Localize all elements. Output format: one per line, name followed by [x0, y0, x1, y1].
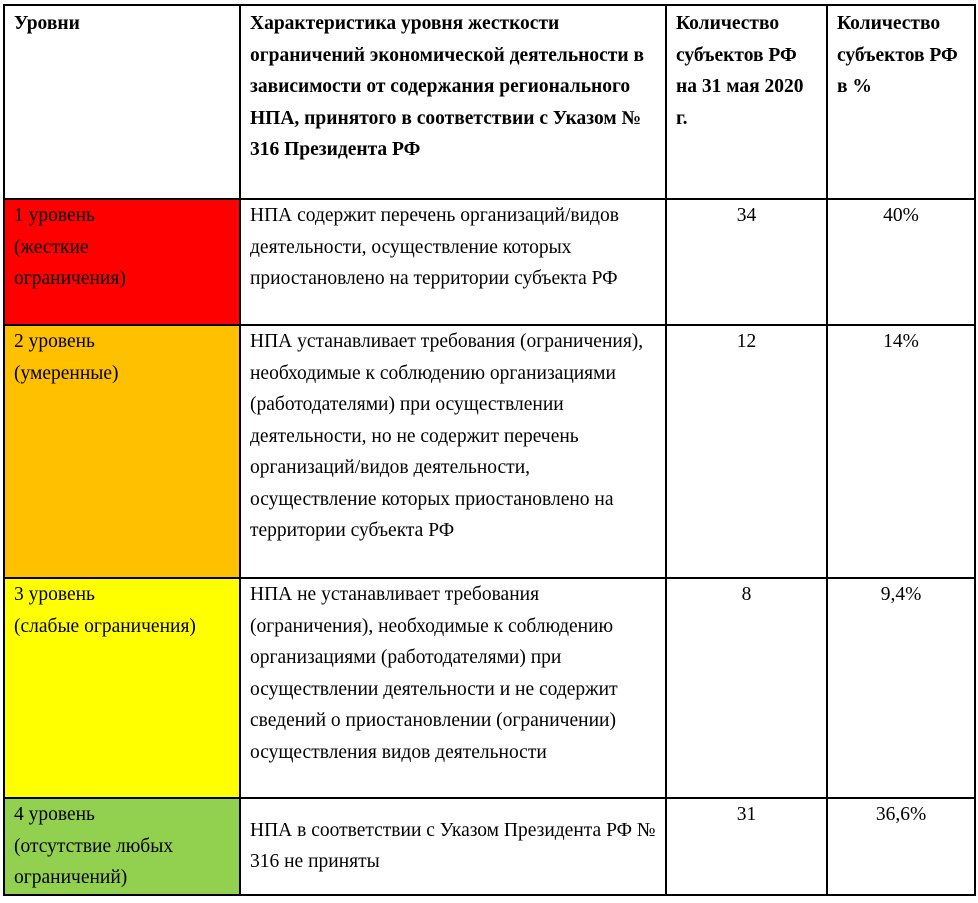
- description-cell: НПА содержит перечень организаций/видов деятельности, осуществление которых приостановлено на территории субъекта РФ: [240, 199, 666, 325]
- table-header-row: [4, 5, 975, 199]
- description-cell: НПА не устанавливает требования (ограничения), необходимые к соблюдению организациями (работодателями) при осуществлении деятельности и не содержит сведений о приостановлении (ограничении) осуществления видов деятельности: [240, 578, 666, 798]
- table-row: [4, 199, 975, 325]
- description-cell: НПА в соответствии с Указом Президента РФ № 316 не приняты: [240, 798, 666, 895]
- percent-cell: 36,6%: [827, 798, 975, 895]
- table-row: [4, 798, 975, 895]
- percent-cell: 9,4%: [827, 578, 975, 798]
- count-cell: 31: [666, 798, 827, 895]
- header-levels: Уровни: [4, 5, 240, 199]
- percent-cell: 40%: [827, 199, 975, 325]
- count-cell: 8: [666, 578, 827, 798]
- count-cell: 34: [666, 199, 827, 325]
- table-row: [4, 325, 975, 578]
- description-cell: НПА устанавливает требования (ограничения), необходимые к соблюдению организациями (работодателями) при осуществлении деятельности, но не содержит перечень организаций/видов деятельности, осуществление которых приостановлено на территории субъекта РФ: [240, 325, 666, 578]
- table-row: [4, 578, 975, 798]
- count-cell: 12: [666, 325, 827, 578]
- restriction-levels-table: [3, 4, 976, 896]
- header-count: Количество субъектов РФ на 31 мая 2020 г.: [666, 5, 827, 199]
- header-characteristic: Характеристика уровня жесткости ограничений экономической деятельности в зависимости от содержания регионального НПА, принятого в соответствии с Указом № 316 Президента РФ: [240, 5, 666, 199]
- percent-cell: 14%: [827, 325, 975, 578]
- level-cell: 1 уровень (жесткие ограничения): [4, 199, 240, 325]
- level-cell: 4 уровень (отсутствие любых ограничений): [4, 798, 240, 895]
- level-cell: 2 уровень (умеренные): [4, 325, 240, 578]
- header-percent: Количество субъектов РФ в %: [827, 5, 975, 199]
- level-cell: 3 уровень (слабые ограничения): [4, 578, 240, 798]
